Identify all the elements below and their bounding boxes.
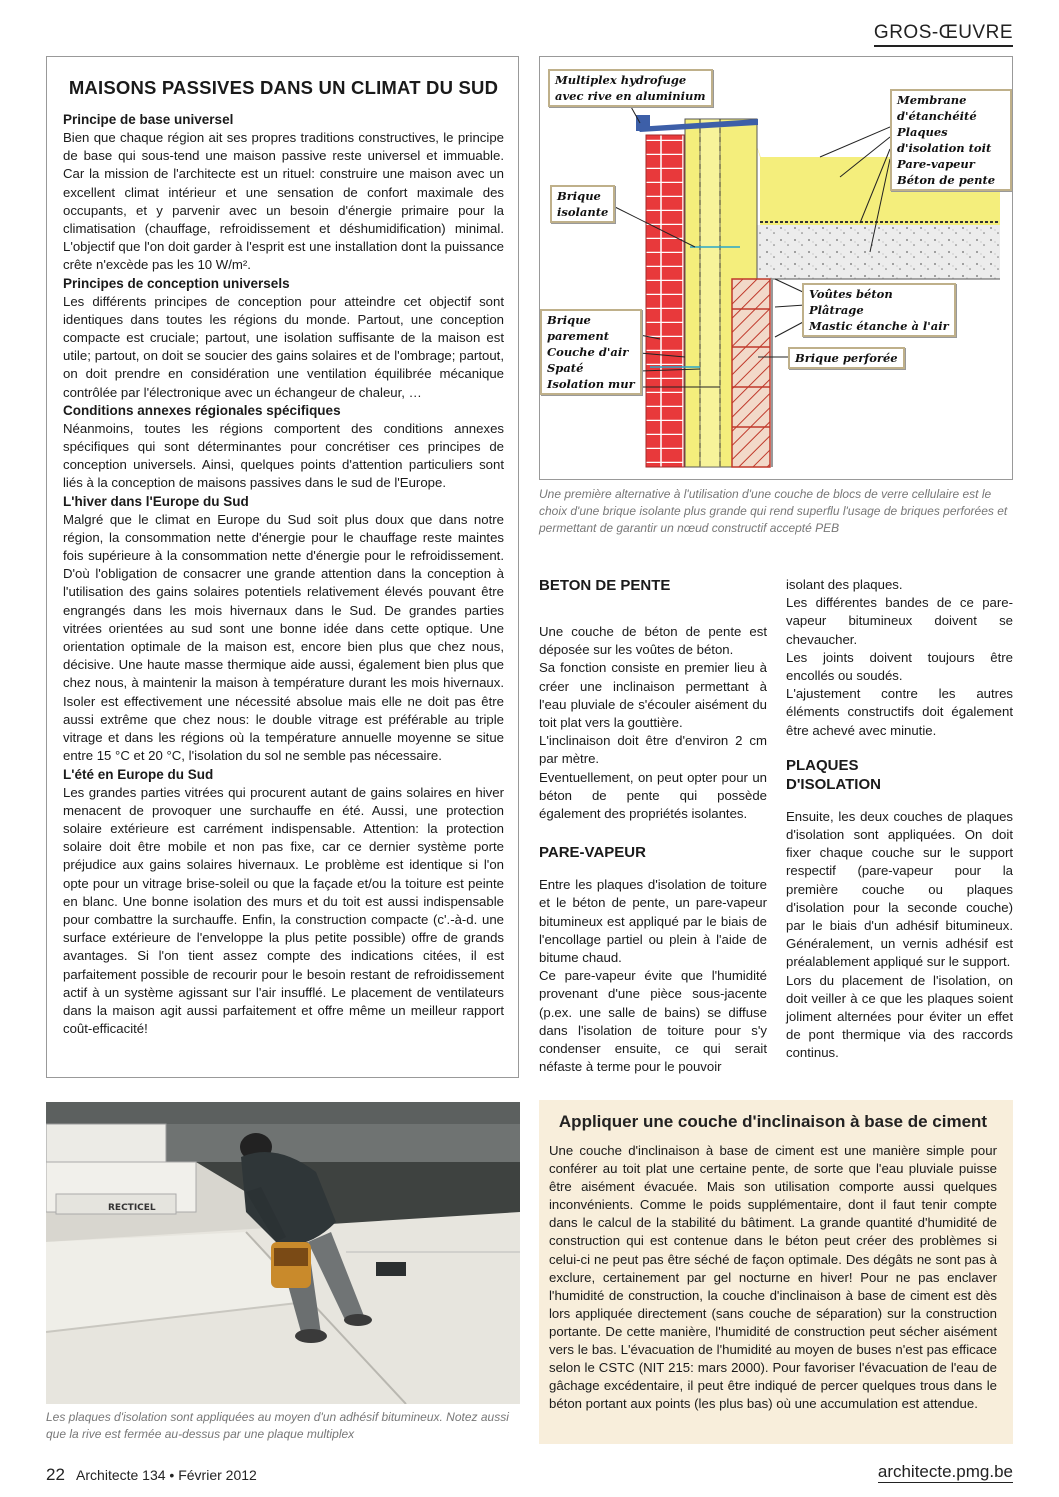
- label-multiplex: Multiplex hydrofuge avec rive en aluminium: [548, 69, 713, 107]
- construction-detail-diagram: [539, 56, 1013, 480]
- pare-paragraph: Entre les plaques d'isolation de toiture et le béton de pente, un pare-vapeur bitumineux est appliqué par le biais de l'encollage partiel ou plein à l'aide de bitume chaud.: [539, 877, 767, 966]
- beton-paragraph: Sa fonction consiste en premier lieu à créer une inclinaison permettant à l'eau pluviale de s'écouler aisément du toit plat vers la gouttière.: [539, 660, 767, 731]
- slope-concrete: [730, 225, 1000, 279]
- section-text: Les grandes parties vitrées qui procurent autant de gains solaires en hiver menacent de provoquer une surchauffe en été. Aussi, une protection solaire extérieure est carrément indispensable. Attention: la protection solaire doit être mobile et non pas fixe, car ce dernier système porte préjudice aux gains solaires hivernaux. Le problème est identique si l'on opte pour un vitrage brise-soleil ou que la façade et/ou la toiture est peinte en blanc. Une bonne isolation des murs et du toit est aussi indispensable pour combattre la surchauffe. Enfin, la construction compacte (c'.-à-d. une surface extérieure de l'enveloppe la plus petite possible) offre de grands avantages. Si l'on tient assez compte des indications citées, il est parfaitement possible de recourir pour le besoin restant de refroidissement actif à un système agissant sur l'air insufflé. Le placement de ventilateurs dans la maison agit aussi parfaitement et offre même un meilleur rapport coût-efficacité!: [63, 784, 504, 1037]
- diagram-caption: Une première alternative à l'utilisation d'une couche de blocs de verre cellulaire est le choix d'une brique isolante plus grande qui rend superflu l'usage de briques perforées et permettant de garantir un nœud constructif accepté PEB: [539, 487, 1008, 535]
- face-brick: [646, 135, 684, 467]
- section-heading: L'hiver dans l'Europe du Sud: [63, 493, 249, 509]
- perforated-brick: [732, 279, 770, 467]
- label-brique-isolante: Brique isolante: [550, 185, 615, 223]
- plaques-paragraph: Ensuite, les deux couches de plaques d'isolation sont appliquées. On doit fixer chaque couche sur le support respectif (pare-vapeur pour la première couche ou plaques d'isolation pour la seconde couche) par le biais d'un adhésif bitumineux. Généralement, un vernis adhésif est préalablement appliqué sur le support.: [786, 808, 1013, 970]
- plaques-heading: PLAQUES D'ISOLATION: [786, 756, 881, 793]
- label-brique-parement: Brique parement Couche d'air Spaté Isolation mur: [540, 309, 642, 395]
- section-text: Bien que chaque région ait ses propres traditions constructives, le principe de base qui sous-tend une maison passive reste universel et immuable. Car la mission de l'architecte est un rituel: construire une maison avec un excellent climat intérieur et une sensation de confort maximale des occupants, et y parvenir avec un besoin d'énergie primaire pour la climatisation (chauffage, refroidissement et déshumidification) minimal. L'objectif que l'on doit garder à l'esprit est une installation dont la puissance crête n'excède pas les 10 W/m².: [63, 130, 504, 273]
- label-brique-perforee: Brique perforée: [788, 347, 905, 369]
- label-membrane: Membrane d'étanchéité Plaques d'isolation toit Pare-vapeur Béton de pente: [890, 89, 1012, 191]
- sidebar-box: [539, 1100, 1013, 1444]
- col3-paragraph: isolant des plaques.: [786, 577, 903, 592]
- pare-heading: PARE-VAPEUR: [539, 844, 646, 862]
- pare-paragraph: Ce pare-vapeur évite que l'humidité provenant d'une pièce sous-jacente (p.ex. une salle de bains) se diffuse dans l'isolation de toiture pour s'y condenser ensuite, ce qui serait néfaste à terme pour le pouvoir: [539, 968, 767, 1075]
- issue-info: Architecte 134 • Février 2012: [76, 1467, 257, 1483]
- roof-photo: [46, 1102, 520, 1404]
- recticel-sign: RECTICEL: [108, 1203, 156, 1213]
- section-text: Malgré que le climat en Europe du Sud soit plus doux que dans notre région, la consommation nette d'énergie pour le chauffage reste maintes fois supérieure à la consommation nette d'énergie pour le refroidissement. D'où l'obligation de consacrer une grande attention dans la conception à l'utilisation des gains solaires potentiels relativement élevés pouvant être engrangés dans les mois hivernaux dans le Sud. De grandes parties vitrées orientées au sud sont une bonne idée dans cette optique. Une orientation optimale de la maison est, encore bien plus que chez nous, décisive. Une haute masse thermique aide aussi, également bien plus que chez nous, à maintenir la maison à température durant les mois hivernaux. Isoler est effectivement une nécessité absolue mais elle ne doit pas être aussi extrême que chez nous: le double vitrage est préférable au triple vitrage et dans les régions où la température annuelle moyenne se situe entre 15 °C et 20 °C, l'isolation du sol ne semble pas nécessaire.: [63, 511, 504, 764]
- col3-paragraph: Les joints doivent toujours être encollés ou soudés.: [786, 649, 1013, 684]
- plaques-paragraph: Lors du placement de l'isolation, on doit veiller à ce que les plaques soient joliment alternées pour éviter un effet de pont thermique via des raccords continus.: [786, 972, 1013, 1061]
- section-heading: Conditions annexes régionales spécifiques: [63, 402, 341, 418]
- column-beton-pare: [539, 576, 767, 1076]
- column-plaques: [786, 576, 1013, 1063]
- footer-left: [46, 1465, 257, 1485]
- sidebar-title: Appliquer une couche d'inclinaison à base de ciment: [558, 1112, 988, 1131]
- article-title: MAISONS PASSIVES DANS UN CLIMAT DU SUD: [68, 77, 499, 98]
- section-heading: L'été en Europe du Sud: [63, 766, 214, 782]
- sidebar-text: Une couche d'inclinaison à base de ciment est une manière simple pour conférer au toit plat une certaine pente, de sorte que l'eau pluviale puisse être aisément évacuée. Mais son utilisation comporte aussi quelques inconvénients. Comme le poids supplémentaire, dont il faut tenir compte dans le calcul de la stabilité du bâtiment. La grande quantité d'humidité de construction qui est contenue dans le béton peut créer des problèmes si celui-ci ne peut pas être séché de façon optimale. Des dégâts ne sont pas à exclure, certainement par gel nocturne en hiver! Pour ne pas enclaver l'humidité de construction, la couche d'inclinaison à base de ciment est dès lors appliquée directement (sans couche de séparation) sur la construction portante. De cette manière, l'humidité de construction peut sécher aisément vers le bas. L'évacuation de l'humidité au moyen de buses n'est pas efficace selon le CSTC (NIT 215: mars 2000). Pour favoriser l'évacuation de l'eau de gâchage excédentaire, il peut être indiqué de percer quelques trous dans le béton portant aux points (les plus bas) où une accumulation est attendue.: [549, 1143, 997, 1412]
- section-text: Les différents principes de conception pour atteindre cet objectif sont identiques dans toutes les régions du monde. Partout, une conception compacte est cruciale; partout, une isolation suffisante de la maison est utile; partout, on doit se soucier des gains solaires et de l'ombrage; partout, on doit prendre en considération une ventilation équilibrée mécanique contrôlée par l'électronique avec un échangeur de chaleur, …: [63, 293, 504, 400]
- worker-photo: [46, 1102, 520, 1404]
- photo-caption: Les plaques d'isolation sont appliquées au moyen d'un adhésif bitumineux. Notez aussi que la rive est fermée au-dessus par une plaque multiplex: [46, 1410, 509, 1441]
- col3-paragraph: Les différentes bandes de ce pare-vapeur bitumineux doivent se chevaucher.: [786, 595, 1013, 647]
- article-box: [46, 56, 519, 1078]
- beton-paragraph: Eventuellement, on peut opter pour un béton de pente qui possède également des propriétés isolantes.: [539, 769, 767, 822]
- beton-paragraph: Une couche de béton de pente est déposée sur les voûtes de béton.: [539, 624, 767, 658]
- label-voutes: Voûtes béton Plâtrage Mastic étanche à l'air: [802, 283, 956, 337]
- beton-paragraph: L'inclinaison doit être d'environ 2 cm par mètre.: [539, 733, 767, 767]
- section-heading: Principe de base universel: [63, 112, 234, 127]
- col3-paragraph: L'ajustement contre les autres éléments constructifs doit également être achevé avec minutie.: [786, 686, 1013, 738]
- beton-heading: BETON DE PENTE: [539, 577, 671, 594]
- section-header: GROS-ŒUVRE: [874, 22, 1013, 47]
- section-text: Néanmoins, toutes les régions comportent des conditions annexes spécifiques qui sont déterminantes pour concrétiser ces principes de conception universels. Ainsi, quelques points d'attention particuliers sont liés à la conception de maisons passives dans le sud de l'Europe.: [63, 420, 504, 491]
- section-heading: Principes de conception universels: [63, 275, 290, 291]
- page-number: 22: [46, 1465, 65, 1484]
- site-link[interactable]: architecte.pmg.be: [877, 1462, 1013, 1481]
